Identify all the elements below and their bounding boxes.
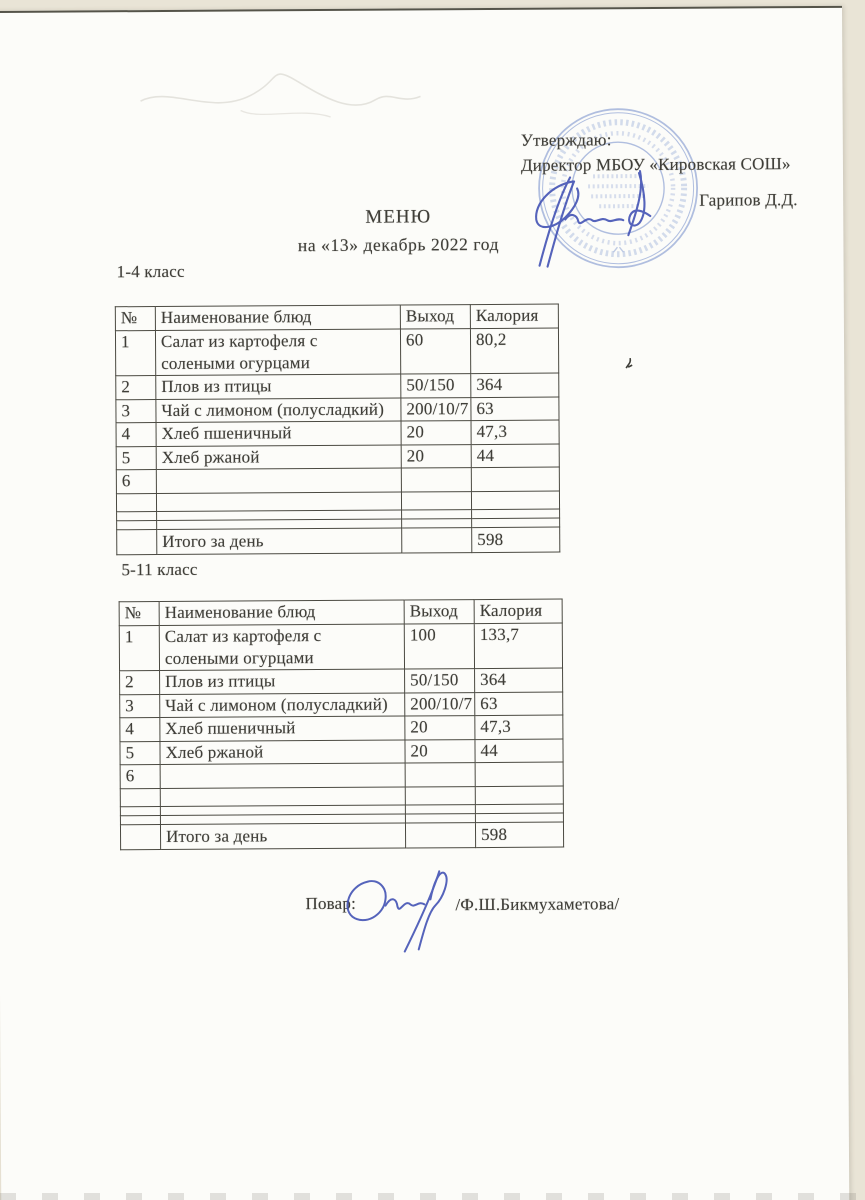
table-cell: №: [119, 602, 159, 626]
table-cell: 1: [115, 331, 155, 376]
table-cell: Салат из картофеля с солеными огурцами: [155, 329, 400, 375]
table-cell: Наименование блюд: [155, 305, 400, 330]
menu-row: [120, 762, 563, 788]
table-cell: Хлеб ржаной: [156, 445, 401, 470]
table-cell: 133,7: [474, 623, 562, 669]
table-cell: Чай с лимоном (полусладкий): [156, 398, 401, 423]
table-cell: 2: [116, 376, 156, 400]
menu-row: [116, 467, 559, 493]
table-cell: 364: [471, 373, 559, 397]
table-cell: 6: [120, 764, 160, 788]
menu-row: [116, 444, 559, 470]
table-cell: [405, 813, 475, 822]
table-cell: Итого за день: [160, 823, 405, 849]
table-cell: [471, 491, 559, 510]
table-cell: 20: [405, 716, 475, 740]
table-cell: 63: [475, 692, 563, 716]
table-cell: 20: [405, 739, 475, 763]
approval-line-2: Директор МБОУ «Кировская СОШ»: [520, 154, 791, 175]
pencil-scribble: [120, 44, 451, 136]
table-cell: [116, 493, 156, 511]
header-row: [115, 304, 558, 331]
table-cell: [120, 815, 160, 824]
table-cell: [160, 763, 405, 788]
total-row: [117, 527, 560, 555]
table-cell: 200/10/7: [401, 397, 471, 421]
table-cell: 200/10/7: [405, 692, 475, 716]
table-cell: 47,3: [475, 715, 563, 739]
table-cell: 50/150: [405, 669, 475, 693]
table-cell: Выход: [400, 305, 470, 329]
cook-label: Повар:: [305, 893, 357, 914]
table-cell: [402, 527, 472, 552]
table-cell: Наименование блюд: [159, 600, 404, 625]
table-cell: 63: [471, 397, 559, 421]
table-cell: Калория: [474, 599, 562, 624]
table-cell: [117, 529, 157, 554]
table-cell: 2: [120, 671, 160, 695]
table-cell: 4: [120, 718, 160, 742]
menu-row: [116, 420, 559, 446]
menu-row: [115, 328, 558, 376]
table-cell: 598: [475, 822, 563, 848]
table-cell: [405, 763, 475, 787]
table-cell: 20: [401, 444, 471, 468]
cook-name: /Ф.Ш.Бикмухаметова/: [455, 894, 620, 915]
table-cell: Чай с лимоном (полусладкий): [160, 693, 405, 718]
table-cell: Хлеб пшеничный: [156, 421, 401, 446]
table-cell: [156, 468, 401, 493]
table-cell: [475, 762, 563, 786]
table-cell: [471, 467, 559, 491]
menu-row: [120, 692, 563, 718]
table-cell: 598: [472, 527, 560, 553]
menu-table-1-4: [115, 304, 561, 555]
table-cell: 3: [120, 694, 160, 718]
title-block: [98, 203, 698, 260]
table-cell: [156, 492, 401, 511]
table-cell: [117, 511, 157, 520]
table-cell: [117, 520, 157, 529]
paper-sheet: [0, 6, 850, 1200]
table-cell: [405, 822, 475, 847]
table-cell: [402, 509, 472, 518]
table-cell: 50/150: [401, 374, 471, 398]
table-cell: [405, 786, 475, 804]
table-cell: Итого за день: [157, 528, 402, 554]
menu-row: [120, 668, 563, 694]
page-title: МЕНЮ: [365, 206, 432, 228]
table-cell: 60: [400, 329, 470, 374]
section-heading-5-11: 5-11 класс: [121, 559, 198, 580]
table-cell: [401, 468, 471, 492]
table-cell: [401, 491, 471, 509]
table-cell: Плов из птицы: [160, 669, 405, 694]
table-cell: 80,2: [470, 328, 558, 374]
table-cell: [402, 518, 472, 527]
table-cell: №: [115, 307, 155, 331]
header-row: [119, 599, 562, 626]
total-row: [120, 822, 563, 850]
menu-row: [116, 397, 559, 423]
approval-line-1: Утверждаю:: [520, 130, 612, 150]
menu-row: [120, 715, 563, 741]
table-cell: 1: [119, 626, 159, 671]
table-cell: 6: [116, 470, 156, 494]
menu-row: [116, 373, 559, 399]
table-cell: [405, 804, 475, 813]
table-cell: Выход: [404, 600, 474, 624]
table-cell: 20: [401, 421, 471, 445]
table-cell: [475, 786, 563, 805]
section-heading-1-4: 1-4 класс: [116, 261, 185, 282]
table-cell: 100: [404, 624, 474, 669]
table-cell: 44: [475, 739, 563, 763]
table-cell: Калория: [470, 304, 558, 329]
table-cell: Хлеб ржаной: [160, 740, 405, 765]
table-cell: Плов из птицы: [156, 374, 401, 399]
table-cell: [160, 787, 405, 806]
cook-signature: [335, 853, 466, 954]
table-cell: [120, 788, 160, 806]
table-cell: Хлеб пшеничный: [160, 716, 405, 741]
table-cell: 44: [471, 444, 559, 468]
table-cell: [120, 806, 160, 815]
table-cell: 4: [116, 423, 156, 447]
table-cell: 5: [120, 741, 160, 765]
director-name: Гарипов Д.Д.: [699, 190, 798, 210]
menu-row: [119, 623, 562, 671]
menu-table-5-11: [119, 599, 565, 850]
table-cell: 3: [116, 399, 156, 423]
menu-row: [120, 739, 563, 765]
table-cell: 5: [116, 446, 156, 470]
scan-edge-smudge: [0, 1193, 865, 1200]
date-line: на «13» декабрь 2022 год: [297, 233, 500, 256]
table-cell: 47,3: [471, 420, 559, 444]
table-cell: Салат из картофеля с солеными огурцами: [159, 624, 404, 670]
table-cell: [120, 824, 160, 849]
table-cell: 364: [475, 668, 563, 692]
ink-speck: [623, 355, 635, 371]
